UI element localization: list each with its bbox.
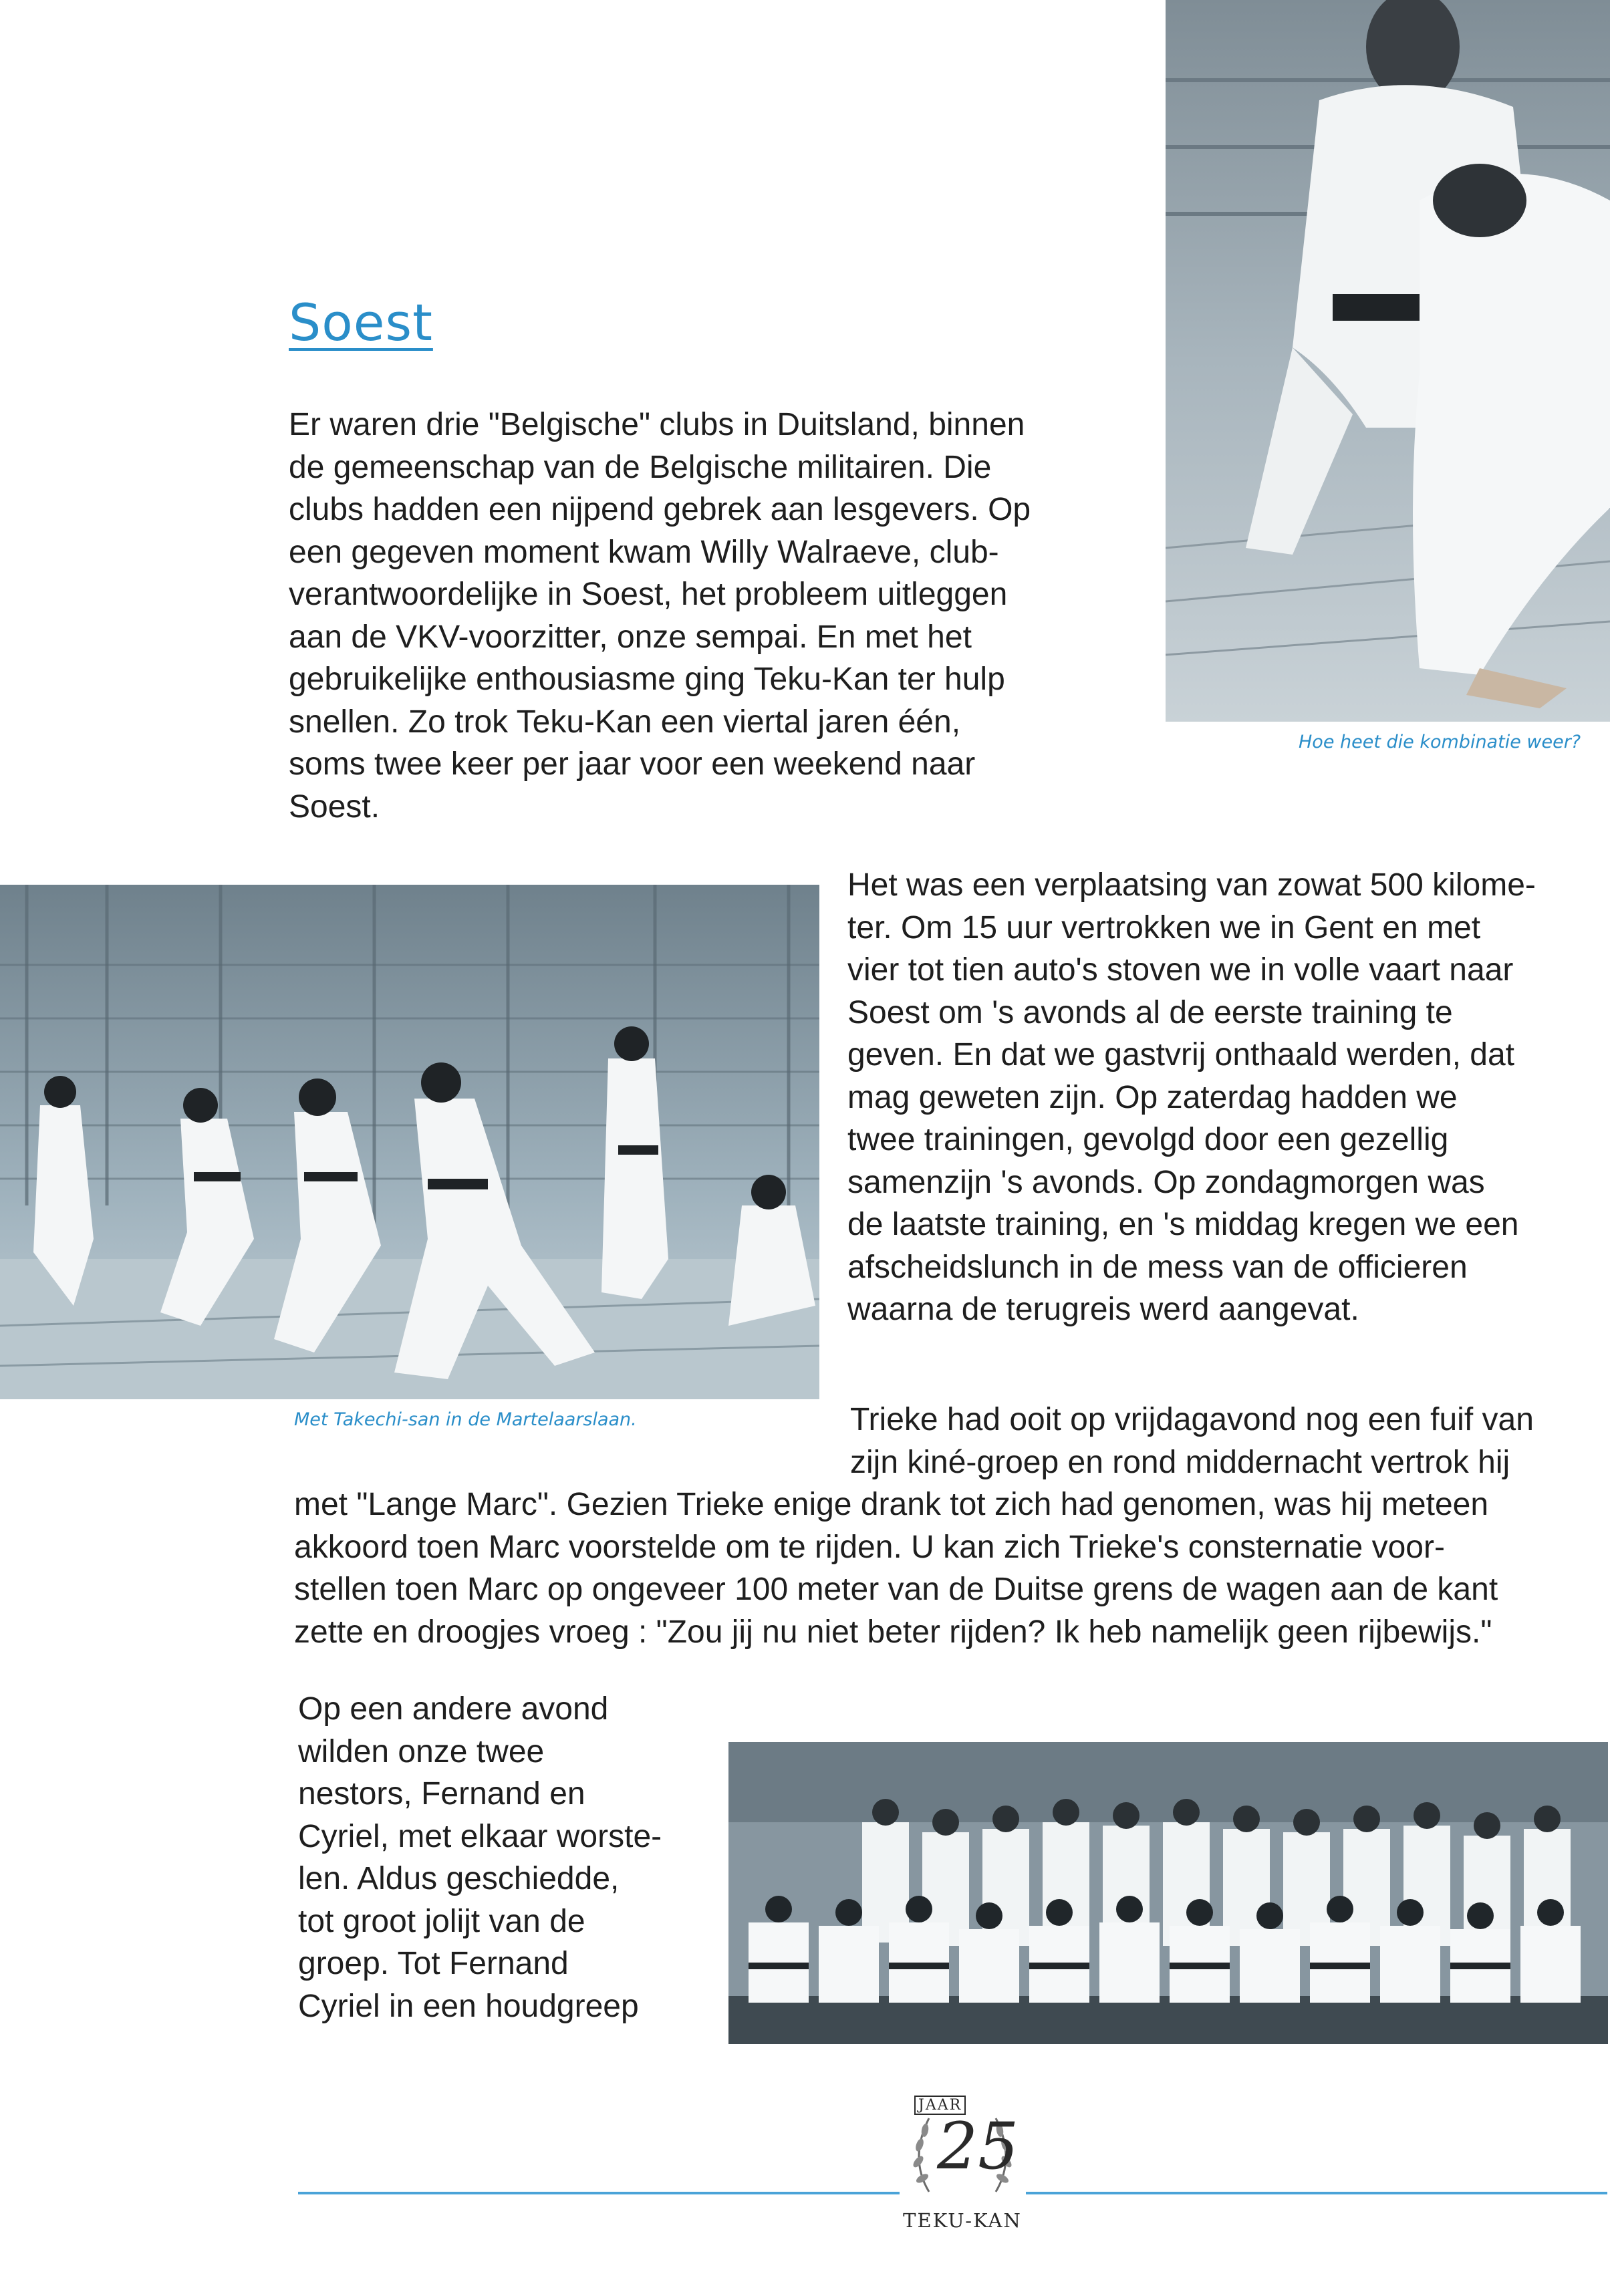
footer-rule-left <box>298 2192 900 2194</box>
text-line: verantwoordelijke in Soest, het probleem uitleggen <box>289 577 1008 612</box>
text-line: nestors, Fernand en <box>298 1776 585 1812</box>
text-line: akkoord toen Marc voorstelde om te rijden. U kan zich Trieke's consternatie voor- <box>294 1529 1445 1565</box>
paragraph-travel <box>847 864 1536 1331</box>
text-line: vier tot tien auto's stoven we in volle vaart naar <box>847 952 1514 988</box>
text-line: met "Lange Marc". Gezien Trieke enige drank tot zich had genomen, was hij meteen <box>294 1487 1489 1522</box>
paragraph-nestors <box>298 1688 662 2027</box>
text-line: groep. Tot Fernand <box>298 1946 569 1981</box>
text-line: zijn kiné-groep en rond middernacht vertrok hij <box>850 1444 1510 1480</box>
text-line: waarna de terugreis werd aangevat. <box>847 1292 1359 1327</box>
photo-training <box>0 885 819 1399</box>
text-line: de laatste training, en 's middag kregen we een <box>847 1207 1519 1242</box>
anniversary-logo <box>902 2092 1023 2205</box>
photo-kombinatie <box>1166 0 1610 722</box>
text-line: twee trainingen, gevolgd door een gezellig <box>847 1122 1449 1157</box>
paragraph-trieke <box>294 1399 1534 1653</box>
text-line: snellen. Zo trok Teku-Kan een viertal jaren één, <box>289 704 961 740</box>
text-line: wilden onze twee <box>298 1733 545 1769</box>
caption-kombinatie: Hoe heet die kombinatie weer? <box>1299 732 1581 752</box>
text-line: tot groot jolijt van de <box>298 1903 585 1939</box>
footer-rule-right <box>1026 2192 1607 2194</box>
text-line: zette en droogjes vroeg : "Zou jij nu niet beter rijden? Ik heb namelijk geen rijbewijs." <box>294 1614 1492 1650</box>
text-line: soms twee keer per jaar voor een weekend naar <box>289 746 976 782</box>
caption-training: Met Takechi-san in de Martelaarslaan. <box>294 1409 637 1430</box>
text-line: Het was een verplaatsing van zowat 500 kilome- <box>847 867 1536 903</box>
text-line: samenzijn 's avonds. Op zondagmorgen was <box>847 1164 1485 1200</box>
photo-kombinatie-image <box>1166 0 1610 722</box>
text-line: Soest om 's avonds al de eerste training te <box>847 994 1453 1030</box>
text-line: Er waren drie "Belgische" clubs in Duitsland, binnen <box>289 407 1025 442</box>
text-line: een gegeven moment kwam Willy Walraeve, club- <box>289 534 999 570</box>
text-line: aan de VKV-voorzitter, onze sempai. En met het <box>289 619 972 655</box>
text-line: de gemeenschap van de Belgische militairen. Die <box>289 449 992 485</box>
text-line: geven. En dat we gastvrij onthaald werden, dat <box>847 1037 1514 1072</box>
text-line: Op een andere avond <box>298 1691 609 1727</box>
text-line: gebruikelijke enthousiasme ging Teku-Kan ter hulp <box>289 662 1005 697</box>
text-line: mag geweten zijn. Op zaterdag hadden we <box>847 1079 1458 1115</box>
text-line: clubs hadden een nijpend gebrek aan lesgevers. Op <box>289 492 1031 527</box>
photo-training-image <box>0 885 819 1399</box>
text-line: Trieke had ooit op vrijdagavond nog een fuif van <box>850 1402 1534 1437</box>
text-line: Cyriel in een houdgreep <box>298 1988 639 2024</box>
paragraph-intro <box>289 404 1031 828</box>
logo-year: JAAR <box>914 2096 966 2115</box>
page-title: Soest <box>289 293 433 352</box>
photo-group <box>728 1742 1608 2044</box>
photo-group-image <box>728 1742 1608 2044</box>
text-line: afscheidslunch in de mess van de officieren <box>847 1249 1468 1285</box>
text-line: stellen toen Marc op ongeveer 100 meter van de Duitse grens de wagen aan de kant <box>294 1572 1498 1607</box>
text-line: len. Aldus geschiedde, <box>298 1861 620 1896</box>
brand-name: TEKU-KAN <box>903 2209 1022 2232</box>
text-line: Cyriel, met elkaar worste- <box>298 1818 662 1854</box>
text-line: Soest. <box>289 788 380 825</box>
text-line: ter. Om 15 uur vertrokken we in Gent en met <box>847 909 1481 946</box>
logo-number: 25 <box>937 2109 1019 2184</box>
